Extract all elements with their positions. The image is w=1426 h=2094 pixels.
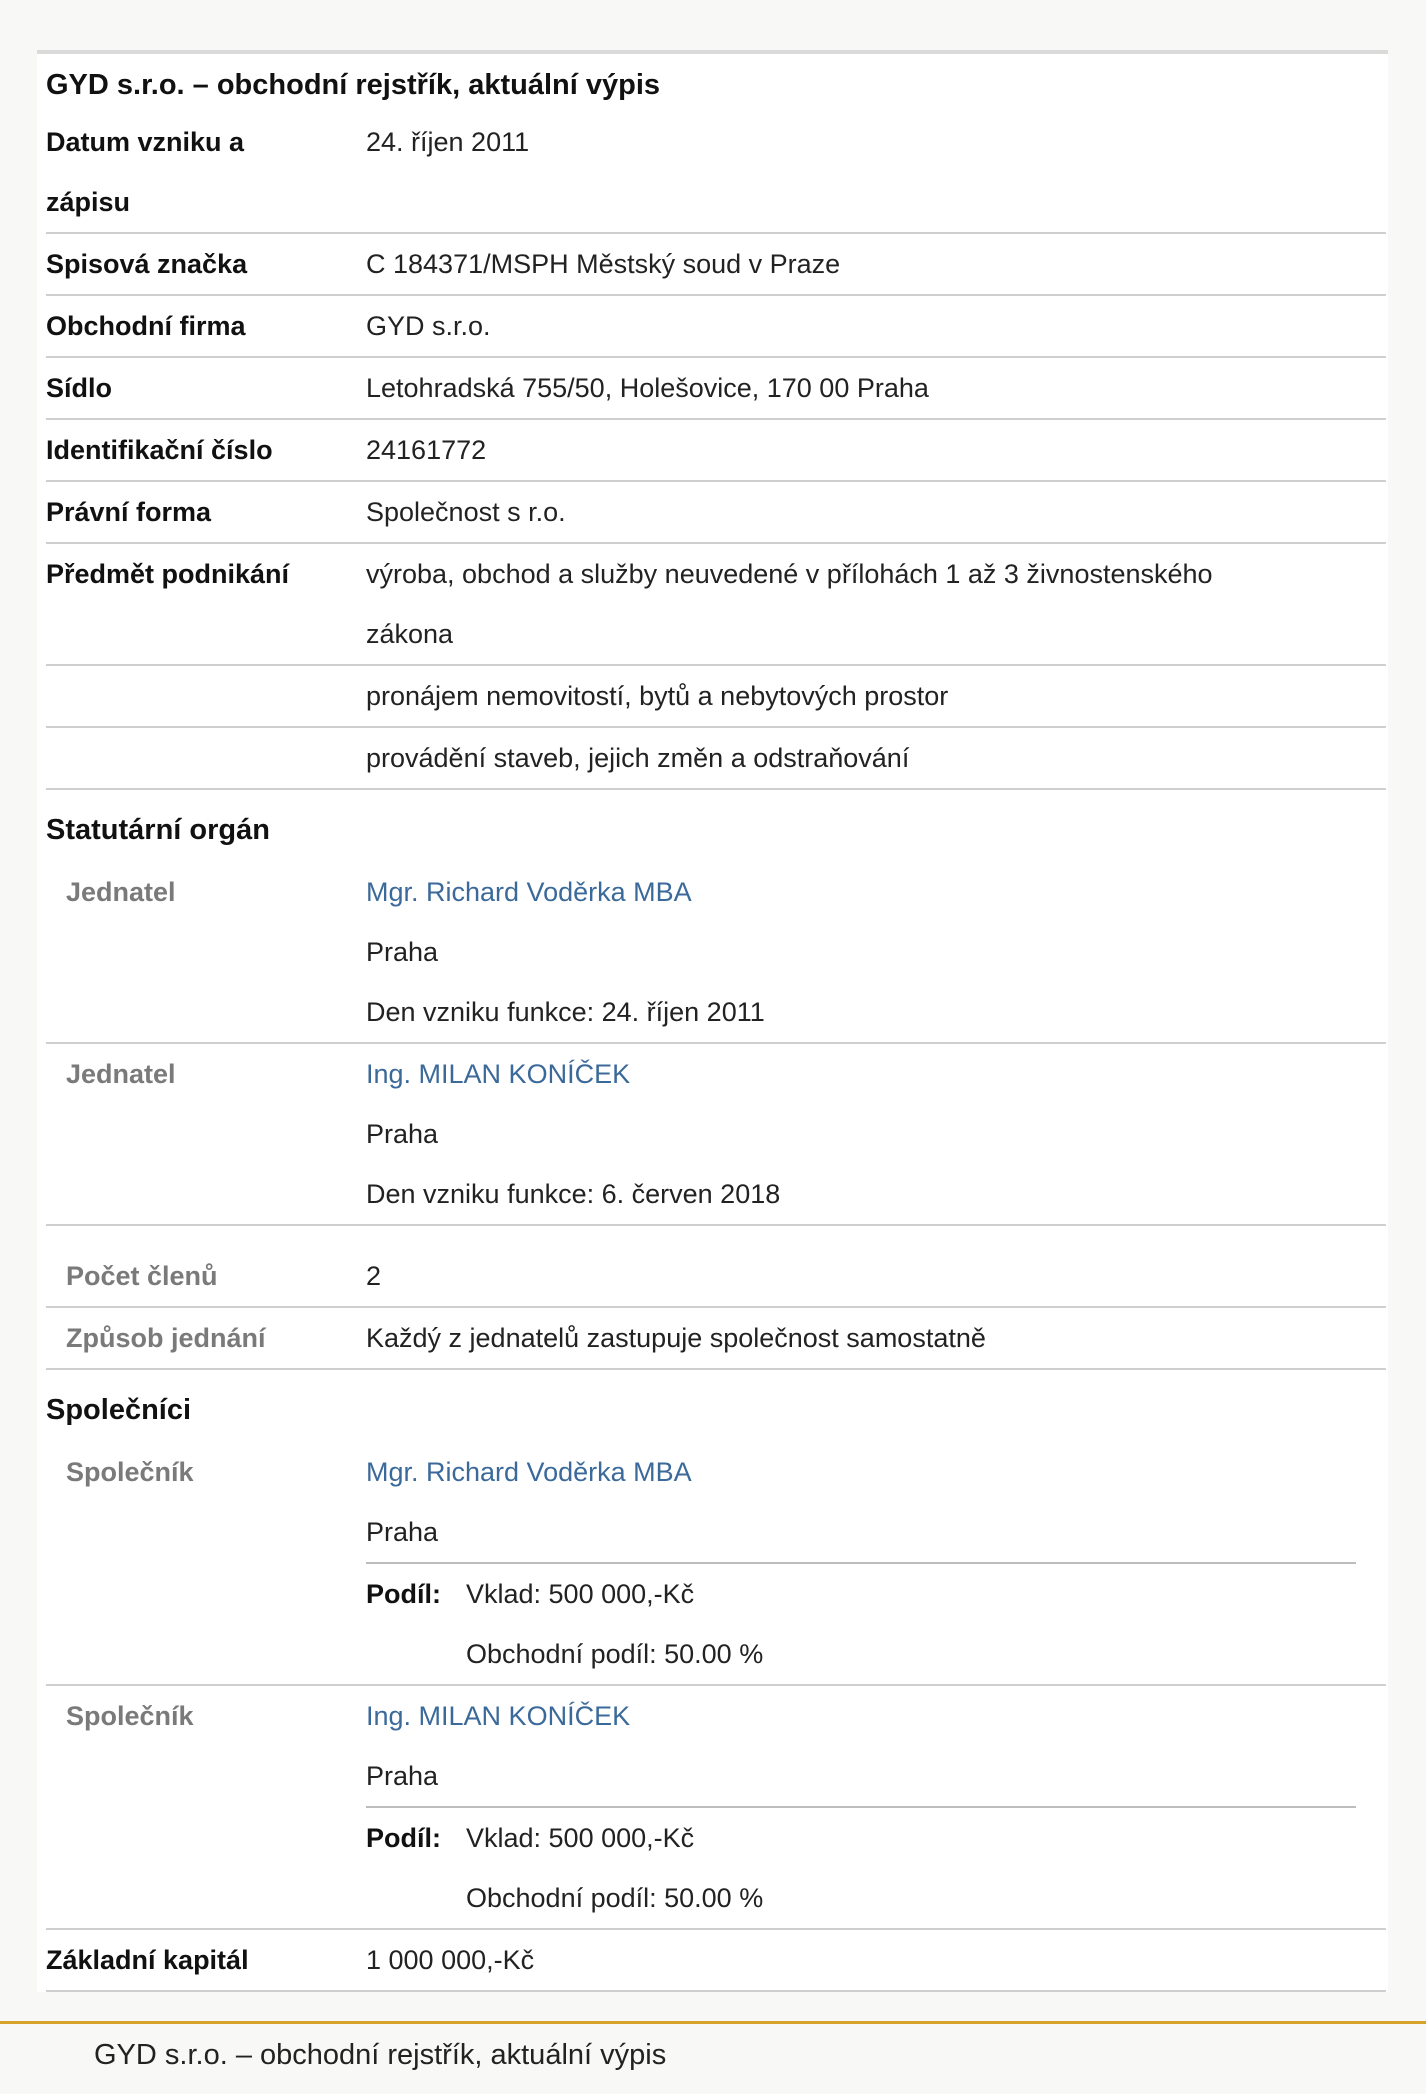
member-city: Praha: [366, 937, 439, 967]
row-firma: [46, 296, 1386, 358]
statutar-member-2: [46, 1044, 1386, 1226]
sidlo-value: Letohradská 755/50, Holešovice, 170 00 Praha: [366, 373, 929, 403]
predmet-item-1-cont: zákona: [366, 619, 454, 649]
row-zpusob-jednani: [46, 1308, 1386, 1370]
spolecnici-heading: Společníci: [46, 1394, 192, 1426]
member-city: Praha: [366, 1119, 439, 1149]
ic-label: Identifikační číslo: [46, 435, 273, 465]
page-title: GYD s.r.o. – obchodní rejstřík, aktuální výpis: [46, 69, 661, 101]
predmet-item-3: provádění staveb, jejich změn a odstraňování: [366, 743, 910, 773]
member-role: Společník: [66, 1701, 194, 1731]
podil-label: Podíl:: [366, 1579, 441, 1609]
share-block: [366, 1562, 1356, 1684]
member-since: Den vzniku funkce: 24. říjen 2011: [366, 997, 765, 1027]
forma-label: Právní forma: [46, 497, 212, 527]
member-name-link[interactable]: Mgr. Richard Voděrka MBA: [366, 877, 692, 907]
datum-label: Datum vzniku a zápisu: [46, 127, 245, 217]
row-ic: [46, 420, 1386, 482]
predmet-item-1: výroba, obchod a služby neuvedené v přílohách 1 až 3 živnostenského: [366, 559, 1213, 589]
statutar-heading: Statutární orgán: [46, 814, 270, 846]
row-sidlo: [46, 358, 1386, 420]
spolecnik-2: [46, 1686, 1386, 1930]
member-since: Den vzniku funkce: 6. červen 2018: [366, 1179, 781, 1209]
register-content: [46, 54, 1386, 1992]
pocet-label: Počet členů: [66, 1261, 218, 1291]
row-datum: [46, 112, 1386, 234]
statutar-member-1: [46, 862, 1386, 1044]
footer-divider: [0, 2021, 1426, 2024]
member-name-link[interactable]: Ing. MILAN KONÍČEK: [366, 1059, 631, 1089]
predmet-label: Předmět podnikání: [46, 559, 290, 589]
obchodni-podil-value: Obchodní podíl: 50.00 %: [466, 1639, 764, 1669]
kapital-label: Základní kapitál: [46, 1945, 249, 1975]
row-pocet-clenu: [46, 1226, 1386, 1308]
podil-label: Podíl:: [366, 1823, 441, 1853]
member-city: Praha: [366, 1517, 439, 1547]
datum-value: 24. říjen 2011: [366, 127, 530, 157]
zpusob-label: Způsob jednání: [66, 1323, 266, 1353]
kapital-value: 1 000 000,-Kč: [366, 1945, 535, 1975]
member-name-link[interactable]: Ing. MILAN KONÍČEK: [366, 1701, 631, 1731]
ic-value: 24161772: [366, 435, 487, 465]
zpusob-value: Každý z jednatelů zastupuje společnost samostatně: [366, 1323, 986, 1353]
row-zakladni-kapital: [46, 1930, 1386, 1992]
member-role: Společník: [66, 1457, 194, 1487]
share-block: [366, 1806, 1356, 1928]
vklad-value: Vklad: 500 000,-Kč: [466, 1823, 695, 1853]
member-role: Jednatel: [66, 877, 176, 907]
spis-label: Spisová značka: [46, 249, 248, 279]
row-spis: [46, 234, 1386, 296]
member-city: Praha: [366, 1761, 439, 1791]
register-card: [37, 50, 1388, 1992]
row-predmet-1: [46, 544, 1386, 666]
pocet-value: 2: [366, 1261, 382, 1291]
sidlo-label: Sídlo: [46, 373, 112, 403]
row-predmet-3: [46, 728, 1386, 790]
row-forma: [46, 482, 1386, 544]
spis-value: C 184371/MSPH Městský soud v Praze: [366, 249, 841, 279]
predmet-item-2: pronájem nemovitostí, bytů a nebytových prostor: [366, 681, 949, 711]
member-name-link[interactable]: Mgr. Richard Voděrka MBA: [366, 1457, 692, 1487]
footer-caption: GYD s.r.o. – obchodní rejstřík, aktuální výpis: [94, 2039, 667, 2071]
member-role: Jednatel: [66, 1059, 176, 1089]
obchodni-podil-value: Obchodní podíl: 50.00 %: [466, 1883, 764, 1913]
forma-value: Společnost s r.o.: [366, 497, 566, 527]
row-predmet-2: [46, 666, 1386, 728]
spolecnik-1: [46, 1442, 1386, 1686]
vklad-value: Vklad: 500 000,-Kč: [466, 1579, 695, 1609]
firma-label: Obchodní firma: [46, 311, 246, 341]
firma-value: GYD s.r.o.: [366, 311, 491, 341]
